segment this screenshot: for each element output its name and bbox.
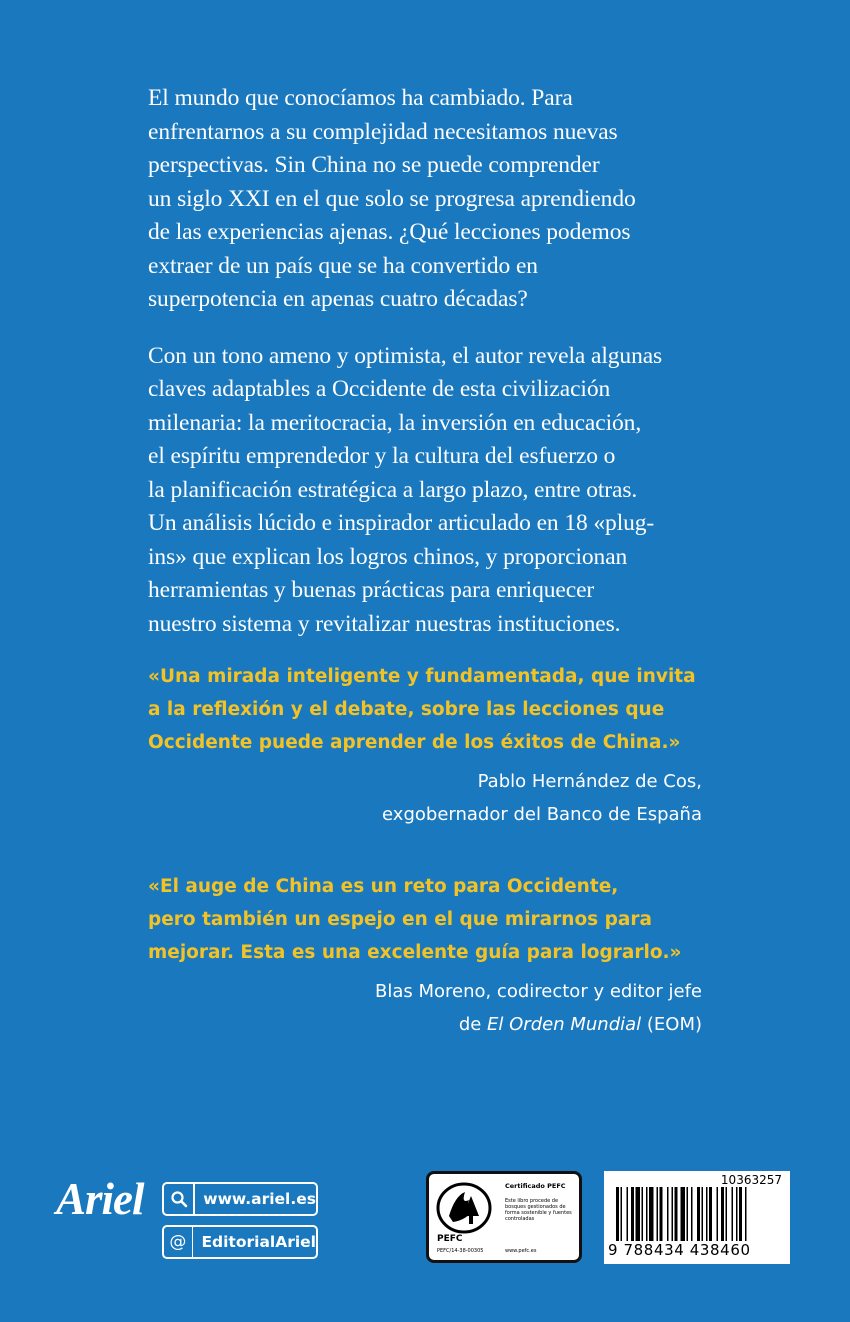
quote-line: pero también un espejo en el que mirarnos para [148,909,652,930]
paragraph-2 [148,340,708,642]
pefc-cert-body: Este libro procede de bosques gestionados de forma sostenible y fuentes controladas [505,1198,572,1222]
barcode-digits: 9 788434 438460 [608,1241,751,1259]
quote-attribution: exgobernador del Banco de España [382,804,702,825]
attribution-prefix: de [458,1014,488,1035]
quote-hernandez [148,660,708,831]
paragraph-line: claves adaptables a Occidente de esta civilización [148,376,611,402]
paragraph-line: El mundo que conocíamos ha cambiado. Para [148,85,573,111]
website-text: www.ariel.es [203,1190,316,1208]
social-link[interactable] [162,1225,318,1259]
quote-moreno [148,870,708,1041]
paragraph-line: de las experiencias ajenas. ¿Qué lecciones podemos [148,219,631,245]
paragraph-line: herramientas y buenas prácticas para enriquecer [148,577,595,603]
quote-line: mejorar. Esta es una excelente guía para lograrlo.» [148,942,682,963]
pefc-code: PEFC/14-38-00305 [437,1248,484,1254]
pefc-certification [426,1171,582,1263]
paragraph-line: Con un tono ameno y optimista, el autor revela algunas [148,342,663,369]
quote-line: «Una mirada inteligente y fundamentada, que invita [148,666,696,687]
pefc-url: www.pefc.es [505,1248,537,1254]
publisher-logo: Ariel [56,1174,144,1224]
paragraph-line: el espíritu emprendedor y la cultura del esfuerzo o [148,443,616,469]
paragraph-line: extraer de un país que se ha convertido en [148,252,538,279]
paragraph-line: Un análisis lúcido e inspirador articulado en 18 «plug- [148,510,655,536]
pefc-cert-title: Certificado PEFC [505,1182,566,1190]
quote-line: «El auge de China es un reto para Occidente, [148,876,619,897]
quote-attribution [148,1008,708,1041]
attribution-suffix: (EOM) [641,1014,702,1035]
paragraph-line: superpotencia en apenas cuatro décadas? [148,286,528,312]
paragraph-line: la planificación estratégica a largo plazo, entre otras. [148,476,638,503]
website-link[interactable] [162,1182,318,1216]
paragraph-line: ins» que explican los logros chinos, y proporcionan [148,543,628,570]
paragraph-line: enfrentarnos a su complejidad necesitamos nuevas [148,118,618,145]
paragraph-line: un siglo XXI en el que solo se progresa aprendiendo [148,185,636,212]
quote-attribution: Pablo Hernández de Cos, [477,771,702,792]
description [148,82,708,664]
barcode-bars [616,1187,784,1241]
pefc-label: PEFC [437,1234,463,1244]
at-icon: @ [169,1232,187,1252]
quote-attribution: Blas Moreno, codirector y editor jefe [374,981,702,1002]
quote-line: a la reflexión y el debate, sobre las lecciones que [148,699,665,720]
search-icon [164,1184,193,1214]
reference-number: 10363257 [720,1173,782,1187]
paragraph-1 [148,82,708,317]
pefc-tree-icon [435,1182,493,1234]
isbn-barcode [604,1171,790,1264]
paragraph-line: perspectivas. Sin China no se puede comprender [148,152,600,178]
quote-line: Occidente puede aprender de los éxitos de China.» [148,732,681,753]
publication-name: El Orden Mundial [487,1014,642,1035]
social-handle-text: EditorialAriel [201,1233,316,1251]
paragraph-line: milenaria: la meritocracia, la inversión en educación, [148,409,642,436]
paragraph-line: nuestro sistema y revitalizar nuestras instituciones. [148,610,621,637]
